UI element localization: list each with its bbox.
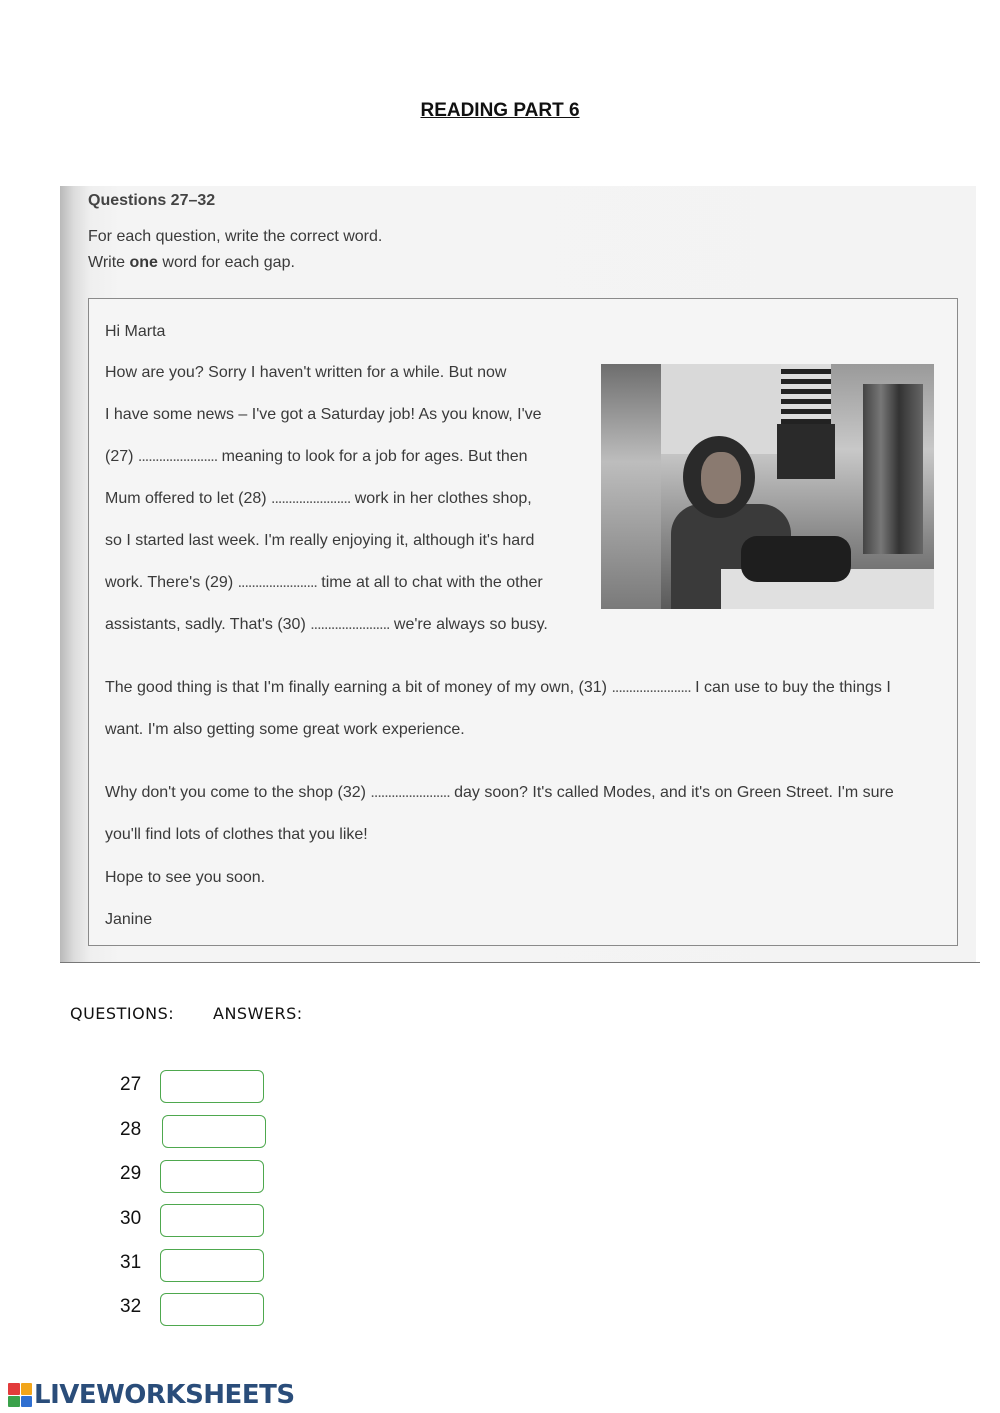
instruction-1: For each question, write the correct word.: [88, 228, 383, 245]
letter-line-30: assistants, sadly. That's (30) ....................... we're always so busy.: [105, 616, 548, 633]
question-number: 28: [120, 1119, 142, 1140]
questions-label: QUESTIONS:: [70, 1004, 175, 1023]
page-title: READING PART 6: [420, 100, 580, 121]
question-number: 27: [120, 1074, 142, 1095]
letter-line: How are you? Sorry I haven't written for a while. But now: [105, 364, 507, 381]
letter-line: you'll find lots of clothes that you like!: [105, 826, 368, 843]
question-number: 30: [120, 1208, 142, 1229]
gap-31: .......................: [611, 679, 691, 696]
answer-input-31[interactable]: [160, 1249, 264, 1282]
questions-heading: Questions 27–32: [88, 192, 216, 209]
answer-input-27[interactable]: [160, 1070, 264, 1103]
letter-line-32: Why don't you come to the shop (32) ....................... day soon? It's called Modes, and it's on Green Street. I'm sure: [105, 784, 894, 801]
letter-line-27: (27) ....................... meaning to look for a job for ages. But then: [105, 448, 528, 465]
instruction-2: Write one word for each gap.: [88, 254, 295, 271]
letter-line: Hope to see you soon.: [105, 869, 266, 886]
letter-line: want. I'm also getting some great work experience.: [105, 721, 465, 738]
letter-line: so I started last week. I'm really enjoying it, although it's hard: [105, 532, 535, 549]
shop-photo: [601, 364, 934, 609]
letter-signature: Janine: [105, 911, 153, 928]
letter-greeting: Hi Marta: [105, 323, 166, 340]
answer-input-29[interactable]: [160, 1160, 264, 1193]
gap-30: .......................: [310, 616, 390, 633]
scanned-exercise: [60, 186, 976, 962]
answer-input-30[interactable]: [160, 1204, 264, 1237]
question-number: 32: [120, 1296, 142, 1317]
answers-label: ANSWERS:: [213, 1004, 303, 1023]
logo-blocks-icon: [8, 1383, 32, 1407]
gap-29: .......................: [237, 574, 317, 591]
logo-text: LIVEWORKSHEETS: [34, 1380, 295, 1410]
gap-32: .......................: [370, 784, 450, 801]
question-number: 29: [120, 1163, 142, 1184]
letter-line: I have some news – I've got a Saturday job! As you know, I've: [105, 406, 542, 423]
question-number: 31: [120, 1252, 142, 1273]
letter-line-31: The good thing is that I'm finally earning a bit of money of my own, (31) ....................... I can use to buy the things I: [105, 679, 891, 696]
letter-line-29: work. There's (29) ....................... time at all to chat with the other: [105, 574, 543, 591]
gap-27: .......................: [137, 448, 218, 465]
liveworksheets-logo: [8, 1380, 295, 1410]
gap-28: .......................: [271, 490, 351, 507]
letter-line-28: Mum offered to let (28) ....................... work in her clothes shop,: [105, 490, 532, 507]
divider: [60, 962, 980, 963]
answer-input-32[interactable]: [160, 1293, 264, 1326]
answer-input-28[interactable]: [162, 1115, 266, 1148]
